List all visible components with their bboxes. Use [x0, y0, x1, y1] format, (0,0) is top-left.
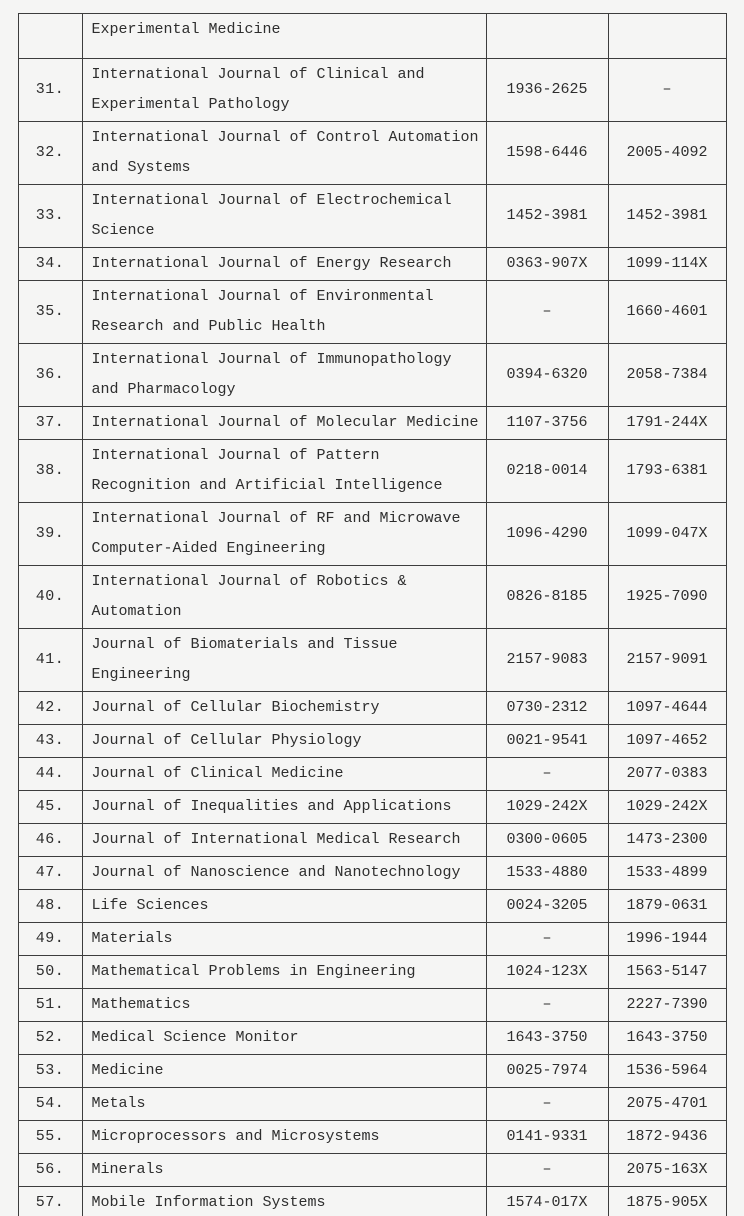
issn-online-cell: 1536-5964: [608, 1055, 726, 1088]
journal-name-cell: Mobile Information Systems: [82, 1187, 486, 1216]
issn-online-cell: 2075-4701: [608, 1088, 726, 1121]
issn-online-cell: 1872-9436: [608, 1121, 726, 1154]
issn-online-cell: 1029-242X: [608, 791, 726, 824]
row-number-cell: 43.: [18, 725, 82, 758]
row-number-cell: 45.: [18, 791, 82, 824]
issn-online-cell: 1879-0631: [608, 890, 726, 923]
journal-name-cell: International Journal of Control Automation and Systems: [82, 122, 486, 185]
row-number-cell: 34.: [18, 248, 82, 281]
table-row: [18, 857, 726, 890]
row-number-cell: 49.: [18, 923, 82, 956]
issn-online-cell: 1099-114X: [608, 248, 726, 281]
journal-name-cell: Medical Science Monitor: [82, 1022, 486, 1055]
journal-name-cell: Journal of International Medical Research: [82, 824, 486, 857]
issn-print-cell: 0300-0605: [486, 824, 608, 857]
row-number-cell: 46.: [18, 824, 82, 857]
table-row: [18, 890, 726, 923]
row-number-cell: 50.: [18, 956, 82, 989]
row-number-cell: 56.: [18, 1154, 82, 1187]
issn-print-cell: 0394-6320: [486, 344, 608, 407]
row-number-cell: 36.: [18, 344, 82, 407]
issn-online-cell: 1660-4601: [608, 281, 726, 344]
row-number-cell: 52.: [18, 1022, 82, 1055]
journal-name-cell: International Journal of Clinical and Experimental Pathology: [82, 59, 486, 122]
journal-name-cell: International Journal of Energy Research: [82, 248, 486, 281]
journal-name-cell: Mathematical Problems in Engineering: [82, 956, 486, 989]
issn-print-cell: –: [486, 758, 608, 791]
issn-print-cell: 0021-9541: [486, 725, 608, 758]
row-number-cell: 38.: [18, 440, 82, 503]
row-number-cell: 41.: [18, 629, 82, 692]
row-number-cell: 51.: [18, 989, 82, 1022]
journal-name-cell: Journal of Cellular Biochemistry: [82, 692, 486, 725]
table-row: [18, 1088, 726, 1121]
journal-name-cell: Journal of Clinical Medicine: [82, 758, 486, 791]
issn-print-cell: 0730-2312: [486, 692, 608, 725]
table-row: [18, 758, 726, 791]
journal-name-cell: International Journal of Molecular Medicine: [82, 407, 486, 440]
issn-print-cell: –: [486, 923, 608, 956]
issn-print-cell: 0826-8185: [486, 566, 608, 629]
issn-online-cell: 1452-3981: [608, 185, 726, 248]
row-number-cell: 53.: [18, 1055, 82, 1088]
journal-name-cell: International Journal of Pattern Recognition and Artificial Intelligence: [82, 440, 486, 503]
journal-name-cell: International Journal of Environmental Research and Public Health: [82, 281, 486, 344]
issn-print-cell: –: [486, 281, 608, 344]
issn-print-cell: –: [486, 1154, 608, 1187]
journal-name-cell: International Journal of Immunopathology and Pharmacology: [82, 344, 486, 407]
table-row: [18, 692, 726, 725]
issn-online-cell: 2075-163X: [608, 1154, 726, 1187]
table-row: [18, 566, 726, 629]
table-row: [18, 1022, 726, 1055]
table-row: [18, 185, 726, 248]
journal-name-cell: Journal of Biomaterials and Tissue Engineering: [82, 629, 486, 692]
issn-online-cell: 1533-4899: [608, 857, 726, 890]
row-number-cell: 47.: [18, 857, 82, 890]
issn-print-cell: 1029-242X: [486, 791, 608, 824]
issn-print-cell: 0363-907X: [486, 248, 608, 281]
journal-issn-table: [18, 13, 727, 1216]
issn-online-cell: 1097-4644: [608, 692, 726, 725]
table-row: [18, 281, 726, 344]
issn-print-cell: 0024-3205: [486, 890, 608, 923]
row-number-cell: 39.: [18, 503, 82, 566]
issn-print-cell: 1936-2625: [486, 59, 608, 122]
table-row: [18, 440, 726, 503]
journal-name-cell: International Journal of Electrochemical Science: [82, 185, 486, 248]
journal-name-cell: International Journal of RF and Microwave Computer-Aided Engineering: [82, 503, 486, 566]
issn-online-cell: [608, 14, 726, 59]
issn-print-cell: 2157-9083: [486, 629, 608, 692]
table-row: [18, 14, 726, 59]
journal-name-cell: Experimental Medicine: [82, 14, 486, 59]
issn-online-cell: 1473-2300: [608, 824, 726, 857]
issn-online-cell: 1925-7090: [608, 566, 726, 629]
issn-online-cell: 1099-047X: [608, 503, 726, 566]
table-row: [18, 122, 726, 185]
issn-print-cell: 1643-3750: [486, 1022, 608, 1055]
row-number-cell: [18, 14, 82, 59]
table-row: [18, 1187, 726, 1216]
issn-online-cell: 1875-905X: [608, 1187, 726, 1216]
journal-table-body: [18, 14, 726, 1216]
issn-online-cell: 1996-1944: [608, 923, 726, 956]
table-row: [18, 407, 726, 440]
table-row: [18, 956, 726, 989]
journal-name-cell: Journal of Nanoscience and Nanotechnology: [82, 857, 486, 890]
issn-print-cell: 1107-3756: [486, 407, 608, 440]
issn-online-cell: 2005-4092: [608, 122, 726, 185]
table-row: [18, 344, 726, 407]
issn-online-cell: 1793-6381: [608, 440, 726, 503]
issn-print-cell: 1533-4880: [486, 857, 608, 890]
issn-online-cell: 1643-3750: [608, 1022, 726, 1055]
issn-online-cell: 2058-7384: [608, 344, 726, 407]
row-number-cell: 35.: [18, 281, 82, 344]
table-row: [18, 725, 726, 758]
issn-online-cell: 2077-0383: [608, 758, 726, 791]
table-row: [18, 1154, 726, 1187]
issn-print-cell: 1452-3981: [486, 185, 608, 248]
row-number-cell: 33.: [18, 185, 82, 248]
issn-print-cell: 1574-017X: [486, 1187, 608, 1216]
row-number-cell: 42.: [18, 692, 82, 725]
issn-online-cell: 1097-4652: [608, 725, 726, 758]
issn-print-cell: –: [486, 989, 608, 1022]
journal-name-cell: Journal of Cellular Physiology: [82, 725, 486, 758]
journal-name-cell: Journal of Inequalities and Applications: [82, 791, 486, 824]
table-row: [18, 791, 726, 824]
journal-name-cell: Medicine: [82, 1055, 486, 1088]
table-row: [18, 923, 726, 956]
row-number-cell: 32.: [18, 122, 82, 185]
issn-online-cell: –: [608, 59, 726, 122]
issn-print-cell: 1024-123X: [486, 956, 608, 989]
table-row: [18, 989, 726, 1022]
journal-name-cell: Minerals: [82, 1154, 486, 1187]
journal-name-cell: Microprocessors and Microsystems: [82, 1121, 486, 1154]
issn-print-cell: 1096-4290: [486, 503, 608, 566]
table-row: [18, 1055, 726, 1088]
table-row: [18, 59, 726, 122]
row-number-cell: 31.: [18, 59, 82, 122]
row-number-cell: 37.: [18, 407, 82, 440]
table-row: [18, 629, 726, 692]
issn-print-cell: 0218-0014: [486, 440, 608, 503]
table-row: [18, 824, 726, 857]
journal-name-cell: Materials: [82, 923, 486, 956]
issn-online-cell: 1791-244X: [608, 407, 726, 440]
row-number-cell: 44.: [18, 758, 82, 791]
issn-online-cell: 2157-9091: [608, 629, 726, 692]
issn-online-cell: 2227-7390: [608, 989, 726, 1022]
issn-online-cell: 1563-5147: [608, 956, 726, 989]
journal-name-cell: Life Sciences: [82, 890, 486, 923]
issn-print-cell: [486, 14, 608, 59]
issn-print-cell: 1598-6446: [486, 122, 608, 185]
issn-print-cell: 0025-7974: [486, 1055, 608, 1088]
row-number-cell: 57.: [18, 1187, 82, 1216]
journal-name-cell: International Journal of Robotics & Automation: [82, 566, 486, 629]
table-row: [18, 1121, 726, 1154]
issn-print-cell: –: [486, 1088, 608, 1121]
row-number-cell: 55.: [18, 1121, 82, 1154]
row-number-cell: 40.: [18, 566, 82, 629]
row-number-cell: 48.: [18, 890, 82, 923]
row-number-cell: 54.: [18, 1088, 82, 1121]
journal-name-cell: Mathematics: [82, 989, 486, 1022]
table-row: [18, 248, 726, 281]
journal-name-cell: Metals: [82, 1088, 486, 1121]
issn-print-cell: 0141-9331: [486, 1121, 608, 1154]
table-row: [18, 503, 726, 566]
